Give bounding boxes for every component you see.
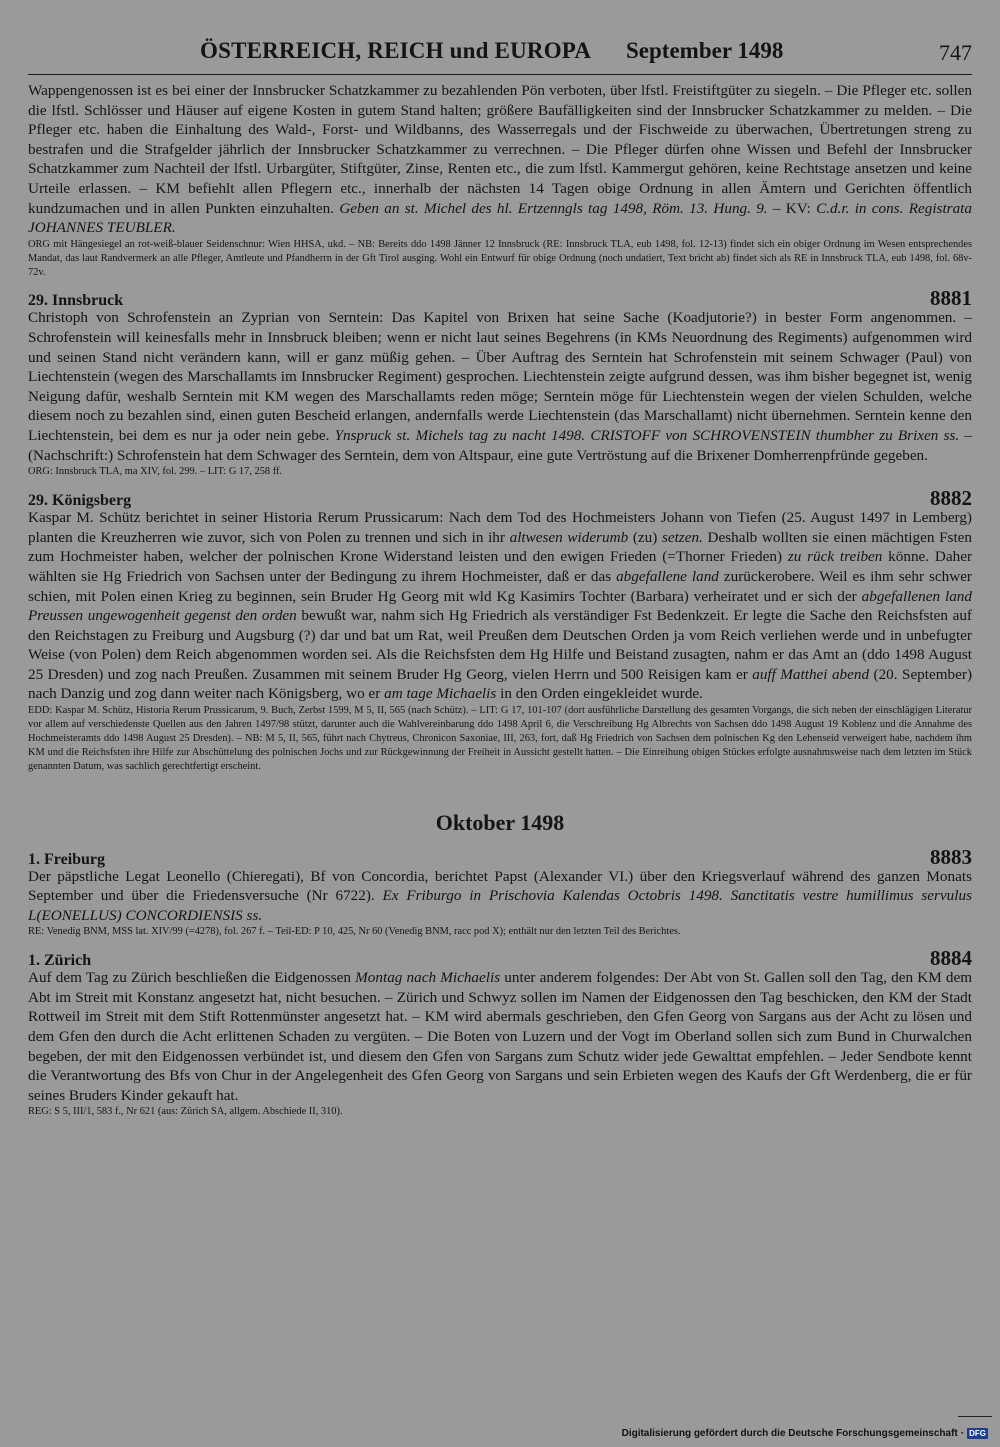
page-number: 747 — [939, 40, 972, 65]
entry-8883-text: Der päpstliche Legat Leonello (Chieregati), Bf von Concordia, berichtet Papst (Alexander VI.) über den Kriegsverlauf während des ganzen Monats September und über die Friedensversuche (Nr 6722). — [28, 867, 972, 905]
entry-8882-italic-j: abgefallenen land Preussen ungewogenheit gegenst den orden — [28, 587, 972, 625]
entry-8882-body — [28, 508, 972, 704]
running-title: ÖSTERREICH, REICH und EUROPA — [200, 38, 592, 63]
entry-8883-body — [28, 867, 972, 926]
entry-8882-text-g: könne. Daher wählten sie Hg Friedrich von Sachsen unter der Bedingung zu ihrem Hochmeister, daß er das — [28, 548, 972, 585]
entry-8881-note: ORG: Innsbruck TLA, ma XIV, fol. 299. – LIT: G 17, 258 ff. — [28, 466, 283, 478]
entry-8882-italic-n: am tage Michaelis — [384, 685, 497, 703]
intro-kv: – KV: — [767, 199, 817, 217]
footer-separator: · — [960, 1428, 965, 1439]
entry-8882-location: 29. Königsberg — [28, 492, 132, 510]
entry-8882-text-k: bewußt war, nahm sich Hg Friedrich als verständiger Fst Bedenkzeit. Er legte die Sache den Reichsfsten auf den Reichstagen zu Freiburg und Augsburg (?) dar und bat um Rat, weil Preußen dem Deutschen Orden ja vom Reich verliehen werde und in unbefugter Weise (von Polen) dem Reich abgenommen worden sei. Als die Reichsfsten dem Hg Hilfe und Beistand zusagten, nahm er das Amt an (ddo 1498 August 25 Dresden) und zog nach Preußen. Zusammen mit seinem Bruder Hg Georg, vielen Herrn und 500 Reisigen kam er — [28, 607, 972, 683]
entry-8882-text-m: (20. September) nach Danzig und zog dann weiter nach Königsberg, wo er — [28, 665, 972, 703]
entry-8882-text-a: Kaspar M. Schütz berichtet in seiner Historia Rerum Prussicarum: Nach dem Tod des Hochmeisters Johann von Tiefen (25. August 1497 in Lemberg) planten die Kreuzherren wie zuvor, sich von Polen zu trennen und sich in ihr — [28, 509, 972, 546]
intro-signature-italic: C.d.r. in cons. Registrata JOHANNES TEUBLER. — [28, 199, 972, 237]
entry-8881-heading — [28, 286, 972, 311]
entry-8884-note: REG: S 5, III/1, 583 f., Nr 621 (aus: Zürich SA, allgem. Abschiede II, 310). — [28, 1106, 343, 1118]
dfg-logo-icon: DFG — [969, 1429, 986, 1438]
intro-text: Wappengenossen ist es bei einer der Innsbrucker Schatzkammer zu bezahlenden Pön verboten, über lfstl. Freistiftgüter zu siegeln. – Die Pfleger etc. sollen die lfstl. Schlösser und Häuser auf eigene Kosten in gutem Stand halten; größere Baufälligkeiten sind der Innsbrucker Schatzkammer zu melden. – Die Pfleger etc. haben die Einhaltung des Wald-, Forst- und Wildbanns, des Wasserregals und der Fischweide zu überwachen, Übertretungen streng zu bestrafen und die Strafgelder jährlich der Innsbrucker Schatzkammer zu verrechnen. – Die Pfleger dürfen ohne Wissen und Befehl der Innsbrucker Schatzkammer zum Nachteil der lfstl. Urbargüter, Stiftgüter, Zinse, Renten etc., die zum lfstl. Kammergut gehören, keine Rechtstage ansetzen und keine Urteile erlassen. – KM befiehlt allen Pflegern etc., innerhalb der nächsten 14 Tagen obige Ordnung in allen Ämtern und Gerichten öffentlich kundzumachen und in allen Punkten einzuhalten. — [28, 82, 972, 217]
entry-8881-signature-italic: Ynspruck st. Michels tag zu nacht 1498. CRISTOFF von SCHROVENSTEIN thumbher zu Brixen ss. — [334, 427, 960, 445]
running-header — [28, 38, 972, 75]
running-month: September 1498 — [626, 38, 784, 63]
entry-8882-heading — [28, 486, 972, 511]
page — [28, 38, 972, 1119]
entry-8884-text-c: unter anderem folgendes: Der Abt von St. Gallen soll den Tag, den KM dem Abt im Streit mit Konstanz angesetzt hat, nicht besuchen. – Zürich und Schwyz sollen im Namen der Eidgenossen den Tag beschicken, den KM der Stadt Rottweil im Streit mit dem Stift Rottenmünster angesetzt hat. – KM wird abermals geschrieben, den Gfen Georg von Sargans aus der Acht zu lösen und dem Gfen den durch die Acht erlittenen Schaden zu vergüten. – Die Boten von Luzern und der Vogt im Oberland sollen sich zum Bund in Churwalchen begeben, der mit den Eidgenossen verbündet ist, und diesem den Gfen von Sargans zum Schutz wider jede Gewalttat empfehlen. – Jeder Sendbote kennt die Verantwortung des Bfs von Chur in der Angelegenheit des Gfen Georg von Sargans und sein Erbieten wegen des Kaufs der Gft Werdenberg, die er für seines Bruders Kinder gekauft hat. — [28, 969, 973, 1104]
entry-8882-number: 8882 — [930, 486, 972, 511]
entry-8884-number: 8884 — [930, 946, 972, 971]
entry-8882-note: EDD: Kaspar M. Schütz, Historia Rerum Prussicarum, 9. Buch, Zerbst 1599, M 5, II, 565 (nach Schütz). – LIT: G 17, 101-107 (dort ausführliche Darstellung des gesamten Vorgangs, die sich neben der einschlägigen Literatur vor allem auf verschiedenste Quellen aus den Jahren 1497/98 stützt, darunter auch die Wahlvereinbarung ddo 1498 April 6, die Verschreibung Hg Albrechts von Sachsen ddo 1498 August 19 Koblenz und die Annahme des Hochmeisteramts ddo 1498 August 25 Dresden). – NB: M 5, II, 565, führt nach Chytreus, Chronicon Saxoniae, III, 263, fort, daß Hg Friedrich von Sachsen dem polnischen Kg den Lehenseid verweigert habe, nachdem ihm KM und die Reichsfsten ihre Hilfe zur Abschüttelung des polnischen Jochs und zur Rückgewinnung der Freiheit in Aussicht gestellt hatten. – Die Einreihung obigen Stückes erfolgte ausnahmsweise nach dem letzten im Stück genannten Datum, was sachlich gerechtfertigt erscheint. — [28, 705, 972, 772]
entry-8884-location: 1. Zürich — [28, 952, 92, 970]
entry-8884-text-a: Auf dem Tag zu Zürich beschließen die Eidgenossen — [28, 969, 356, 987]
entry-8882-text-e: Deshalb wollten sie einen mächtigen Fsten zum Hochmeister haben, welcher der polnischen Krone Widerstand leisten und den ewigen Frieden (=Thorner Frieden) — [28, 528, 973, 566]
entry-8882-italic-l: auff Matthei abend — [752, 665, 870, 683]
intro-date-italic: Geben an st. Michel des hl. Ertzenngls tag 1498, Röm. 13. Hung. 9. — [339, 199, 768, 217]
entry-8882-italic-d: setzen. — [661, 528, 703, 546]
intro-paragraph — [28, 81, 972, 238]
entry-8882-text-i: zurückerobere. Weil es ihm sehr schwer schien, mit Polen einen Krieg zu beginnen, sein Bruder Hg Georg mit wld Kg Kasimirs Tochter (Barbara) verheiratet und er sich der — [28, 567, 972, 605]
intro-note: ORG mit Hängesiegel an rot-weiß-blauer Seidenschnur: Wien HHSA, ukd. – NB: Bereits ddo 1498 Jänner 12 Innsbruck (RE: Innsbruck TLA, eub 1498, fol. 12-13) findet sich ein obiger Ordnung im Wesen entsprechendes Mandat, das laut Randvermerk an alle Pfleger, Amtleute und Pfandherrn in der Gft Tirol ausging. Wohl ein Entwurf für obige Ordnung (noch undatiert, Text bricht ab) findet sich als RE in Innsbruck TLA, eub 1498, fol. 68v-72v. — [28, 238, 972, 278]
entry-8881-location: 29. Innsbruck — [28, 292, 124, 310]
entry-8883-signature-italic: Ex Friburgo in Prischovia Kalendas Octobris 1498. Sanctitatis vestre humillimus servulus L(EONELLUS) CONCORDIENSIS ss. — [28, 887, 972, 924]
entry-8884-italic-date: Montag nach Michaelis — [355, 969, 501, 987]
entry-8881-number: 8881 — [930, 286, 972, 311]
month-heading: Oktober 1498 — [435, 809, 565, 835]
entry-8883-location: 1. Freiburg — [28, 850, 106, 868]
footer-text: Digitalisierung gefördert durch die Deutsche Forschungsgemeinschaft — [621, 1428, 958, 1439]
entry-8883-number: 8883 — [930, 844, 972, 869]
funding-footer — [622, 1428, 988, 1439]
entry-8882-italic-h: abgefallene land — [616, 567, 719, 585]
entry-8881-body — [28, 308, 972, 465]
entry-8881-text: Christoph von Schrofenstein an Zyprian von Serntein: Das Kapitel von Brixen hat seine Sache (Koadjutorie?) in bester Form angenommen. – Schrofenstein will keinesfalls mehr in Innsbruck bleiben; wenn er nicht laut seines Begehrens (in KMs Neuordnung des Regiments) aufgenommen wird und seinen Stand nicht verändern kann, will er ganz müßig gehen. – Über Auftrag des Serntein hat Schrofenstein mit seinem Schwager (Paul) von Liechtenstein (wegen des Marschallamts im Innsbrucker Regiment) gesprochen. Liechtenstein zeigte aufgrund dessen, was ihm bisher begegnet ist, wenig Neigung dafür, weshalb Serntein mit KM wegen des Marschallamts reden möge; Serntein möge für Liechtenstein wegen der vielen Schulden, welche diesem noch zu bezahlen sind, einen guten Bescheid erlangen, andernfalls werde Liechtenstein (das Marschallamt) nicht übernehmen. Serntein kenne den Liechtenstein, bei dem es nur ja oder nein gebe. — [28, 309, 972, 445]
entry-8884-heading — [28, 946, 972, 971]
entry-8882-italic-f: zu rück treiben — [787, 548, 883, 566]
entry-8884-body — [28, 968, 972, 1105]
entry-8882-italic-b: altwesen widerumb — [509, 528, 629, 546]
entry-8883-note: RE: Venedig BNM, MSS lat. XIV/99 (=4278), fol. 267 f. – Teil-ED: P 10, 425, Nr 60 (Venedig BNM, racc pod X); enthält nur den letzten Teil des Berichtes. — [28, 926, 681, 938]
footer-rule — [958, 1416, 992, 1417]
entry-8883-heading — [28, 845, 972, 867]
entry-8881-postscript: – (Nachschrift:) Schrofenstein hat dem Schwager des Serntein, dem von Altspaur, eine gute Vertröstung auf die Brixener Domherrenpfründe gegeben. — [28, 427, 972, 464]
entry-8882-text-c: (zu) — [628, 528, 662, 546]
entry-8882-text-o: in den Orden eingekleidet wurde. — [496, 685, 703, 703]
